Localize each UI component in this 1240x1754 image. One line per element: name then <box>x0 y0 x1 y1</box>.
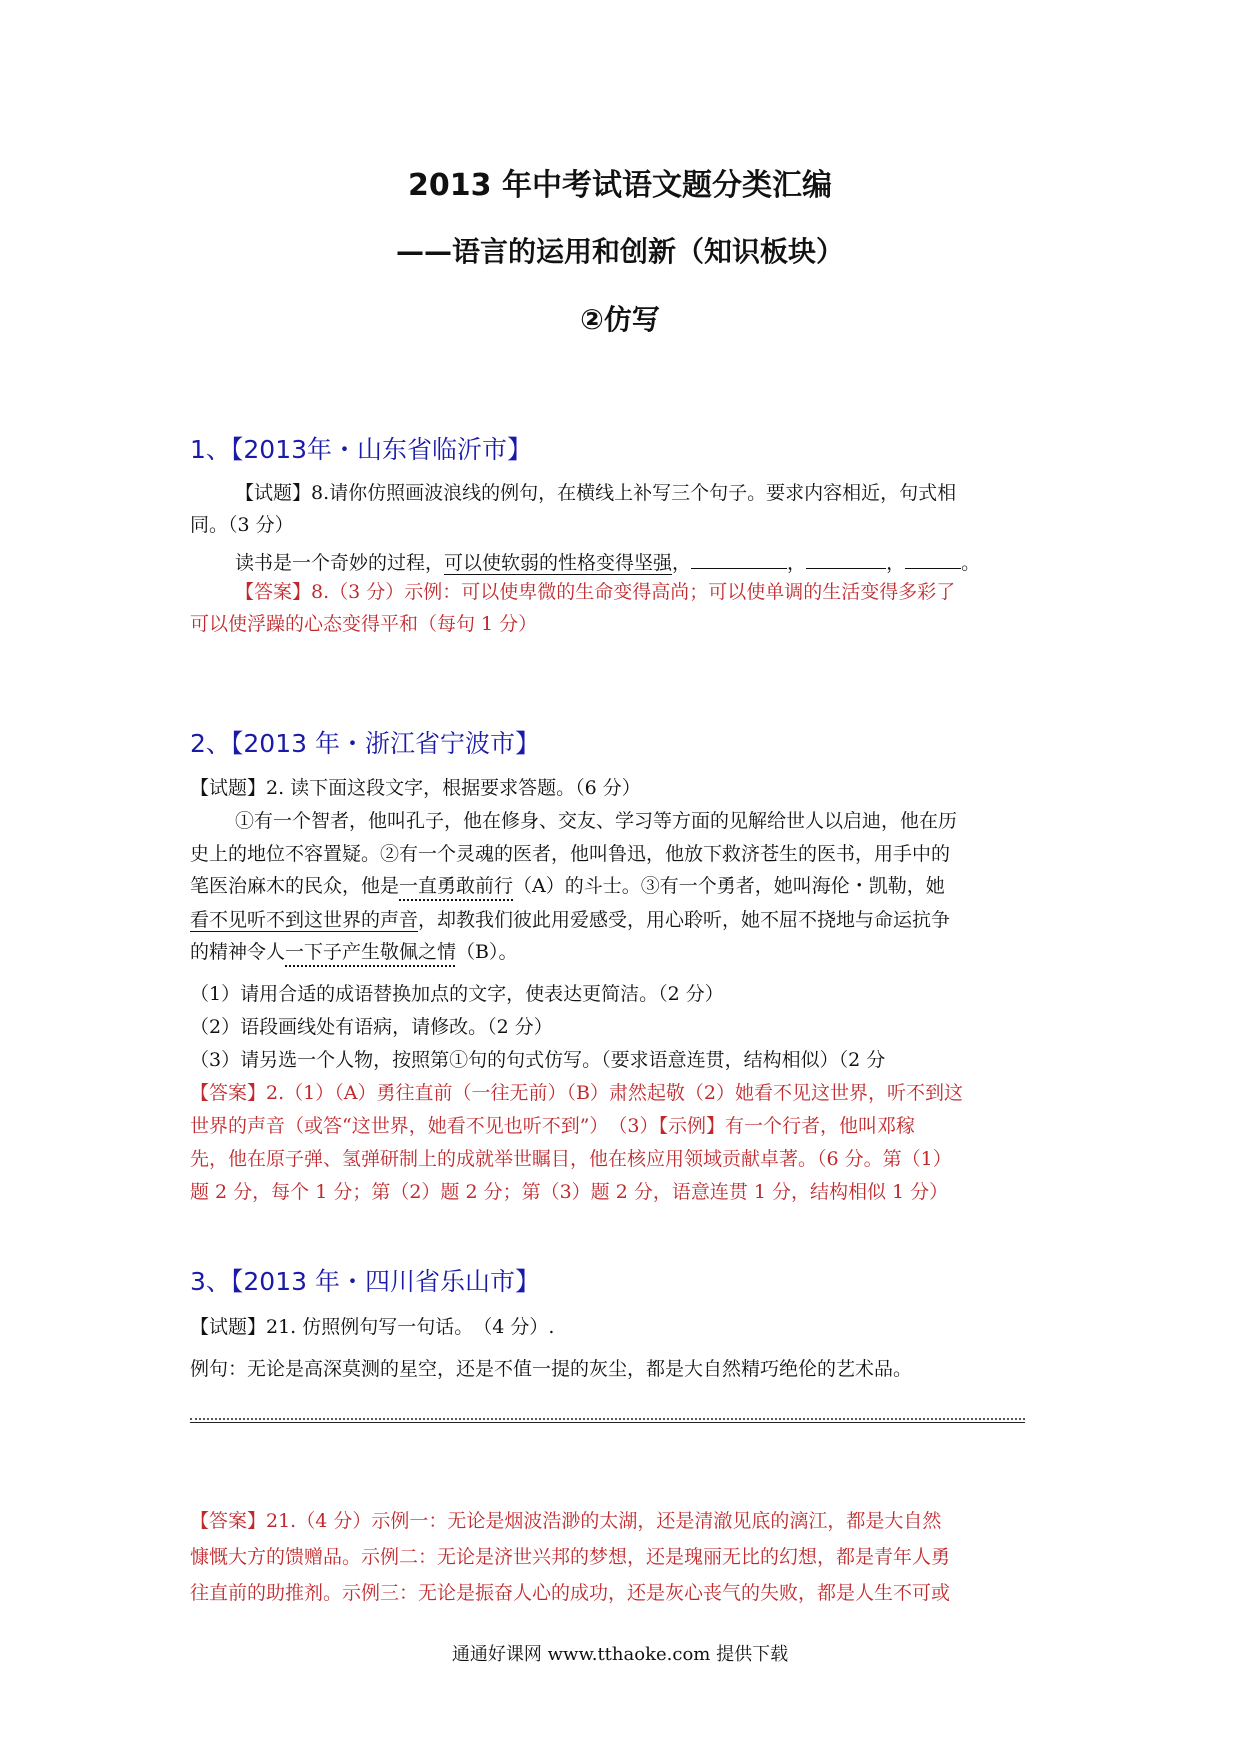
q3-answer-line1: 【答案】21.（4 分）示例一：无论是烟波浩渺的太湖，还是清澈见底的漓江，都是大自然 <box>190 1510 942 1532</box>
q2-para-line5 <box>190 943 518 962</box>
q3-heading: 3、【2013 年・四川省乐山市】 <box>190 1267 540 1296</box>
q1-comma1: ， <box>672 552 692 574</box>
q2-question: 【试题】2. 读下面这段文字，根据要求答题。（6 分） <box>190 777 641 799</box>
q1-answer-line1: 【答案】8.（3 分）示例：可以使卑微的生命变得高尚；可以使单调的生活变得多彩了 <box>235 581 956 603</box>
q2-para-line4-b: ，却教我们彼此用爱感受，用心聆听，她不屈不挠地与命运抗争 <box>418 909 951 931</box>
q2-para-line3 <box>190 877 945 896</box>
doc-title: 2013 年中考试语文题分类汇编 <box>408 168 832 203</box>
q2-para-line5-a: 的精神令人 <box>190 941 286 963</box>
q3-answer-line3: 往直前的助推剂。示例三：无论是振奋人心的成功，还是灰心丧气的失败，都是人生不可或 <box>190 1582 951 1604</box>
q2-answer-line4: 题 2 分，每个 1 分；第（2）题 2 分；第（3）题 2 分，语意连贯 1 分，结构相似 1 分） <box>190 1181 949 1203</box>
q1-blank1 <box>691 550 787 569</box>
doc-subtitle: ——语言的运用和创新（知识板块） <box>395 235 844 268</box>
q1-example-prefix: 读书是一个奇妙的过程， <box>235 552 445 574</box>
q1-answer-line2: 可以使浮躁的心态变得平和（每句 1 分） <box>190 613 538 635</box>
q2-underlined-sentence: 看不见听不到这世界的声音 <box>190 909 419 931</box>
q1-comma3: ， <box>886 552 906 574</box>
q2-answer-line3: 先，他在原子弹、氢弹研制上的成就举世瞩目，他在核应用领域贡献卓著。（6 分。第（1） <box>190 1148 952 1170</box>
q3-dotted-rule <box>190 1418 1025 1420</box>
q3-answer-line-rule <box>190 1422 1025 1423</box>
q1-comma2: ， <box>787 552 807 574</box>
q1-blank3 <box>905 550 961 569</box>
q3-example: 例句：无论是高深莫测的星空，还是不值一提的灰尘，都是大自然精巧绝伦的艺术品。 <box>190 1358 913 1380</box>
q1-blank2 <box>806 550 886 569</box>
q1-question-line1: 【试题】8.请你仿照画波浪线的例句，在横线上补写三个句子。要求内容相近，句式相 <box>235 482 957 504</box>
q1-example <box>235 550 980 573</box>
q2-para-line5-b: （B）。 <box>456 941 518 963</box>
q2-sub1: （1）请用合适的成语替换加点的文字，使表达更简洁。（2 分） <box>190 983 724 1005</box>
q2-para-line2: 史上的地位不容置疑。②有一个灵魂的医者，他叫鲁迅，他放下救济苍生的医书，用手中的 <box>190 843 951 865</box>
q2-para-line4 <box>190 911 950 930</box>
q1-question-line2: 同。（3 分） <box>190 514 294 536</box>
q2-para-line3-b: （A）的斗士。③有一个勇者，她叫海伦・凯勒，她 <box>513 875 945 897</box>
q3-answer-line2: 慷慨大方的馈赠品。示例二：无论是济世兴邦的梦想，还是瑰丽无比的幻想，都是青年人勇 <box>190 1546 951 1568</box>
q2-dotted-a: 一直勇敢前行 <box>399 875 514 897</box>
q2-sub2: （2）语段画线处有语病，请修改。（2 分） <box>190 1016 553 1038</box>
q2-heading: 2、【2013 年・浙江省宁波市】 <box>190 729 540 758</box>
q2-sub3: （3）请另选一个人物，按照第①句的句式仿写。（要求语意连贯，结构相似）（2 分 <box>190 1049 886 1071</box>
q2-para-line3-a: 笔医治麻木的民众，他是 <box>190 875 400 897</box>
q2-answer-line2: 世界的声音（或答“这世界，她看不见也听不到”） （3）【示例】有一个行者，他叫邓稼 <box>190 1115 916 1137</box>
doc-section-title: ②仿写 <box>580 303 660 336</box>
page-footer: 通通好课网 www.tthaoke.com 提供下载 <box>451 1644 789 1665</box>
q1-example-underlined: 可以使软弱的性格变得坚强 <box>444 552 673 574</box>
q2-para-line1: ①有一个智者，他叫孔子，他在修身、交友、学习等方面的见解给世人以启迪，他在历 <box>235 810 958 832</box>
q2-answer-line1: 【答案】2.（1）（A）勇往直前（一往无前）（B）肃然起敬（2）她看不见这世界，听不到这 <box>190 1082 963 1104</box>
q2-dotted-b: 一下子产生敬佩之情 <box>285 941 457 963</box>
q3-question: 【试题】21. 仿照例句写一句话。 （4 分）. <box>190 1316 555 1338</box>
q1-period: 。 <box>961 552 981 574</box>
q1-heading: 1、【2013年・山东省临沂市】 <box>190 435 533 464</box>
